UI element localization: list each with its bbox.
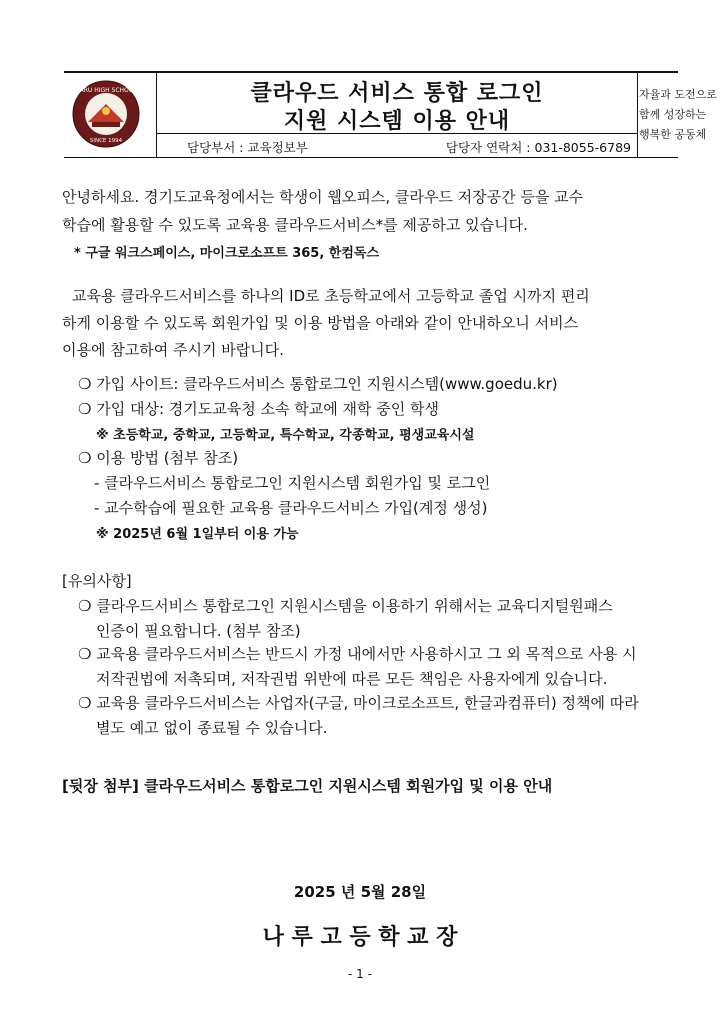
note-2b: 저작권법에 저촉되며, 저작권법 위반에 따른 모든 책임은 사용자에게 있습니다.	[96, 670, 608, 688]
note-1a: ❍ 클라우드서비스 통합로그인 지원시스템을 이용하기 위해서는 교육디지털원패스	[78, 597, 613, 615]
para2-line-1: 교육용 클라우드서비스를 하나의 ID로 초등학교에서 고등학교 졸업 시까지 편리	[72, 287, 590, 305]
note-1b: 인증이 필요합니다. (첨부 참조)	[96, 622, 301, 640]
school-logo	[72, 78, 140, 150]
logo-since: SINCE 1994	[89, 138, 123, 144]
notes-heading: [유의사항]	[62, 572, 132, 590]
title-line-2: 지원 시스템 이용 안내	[283, 109, 511, 134]
item-method-2: - 교수학습에 필요한 교육용 클라우드서비스 가입(계정 생성)	[94, 499, 488, 517]
item-method-note: ※ 2025년 6월 1일부터 이용 가능	[96, 527, 299, 542]
slogan-line: 자율과 도전으로	[639, 88, 717, 101]
note-3a: ❍ 교육용 클라우드서비스는 사업자(구글, 마이크로소프트, 한글과컴퓨터) 정책에 따라	[78, 694, 639, 712]
intro-line-1: 안녕하세요. 경기도교육청에서는 학생이 웹오피스, 클라우드 저장공간 등을 교수	[62, 188, 584, 206]
school-slogan	[639, 85, 717, 145]
page-number: - 1 -	[348, 967, 372, 981]
item-method: ❍ 이용 방법 (첨부 참조)	[78, 449, 239, 467]
slogan-line: 함께 성장하는	[639, 108, 707, 121]
note-3b: 별도 예고 없이 종료될 수 있습니다.	[96, 719, 328, 737]
department: 담당부서 : 교육정보부	[187, 140, 308, 155]
para2-line-3: 이용에 참고하여 주시기 바랍니다.	[62, 341, 284, 359]
intro-footnote: * 구글 워크스페이스, 마이크로소프트 365, 한컴독스	[74, 246, 380, 261]
attachment-note: [뒷장 첨부] 클라우드서비스 통합로그인 지원시스템 회원가입 및 이용 안내	[62, 777, 553, 795]
item-site: ❍ 가입 사이트: 클라우드서비스 통합로그인 지원시스템(www.goedu.kr)	[78, 375, 558, 393]
slogan-line: 행복한 공동체	[639, 128, 707, 141]
item-method-1: - 클라우드서비스 통합로그인 지원시스템 회원가입 및 로그인	[94, 474, 491, 492]
intro-line-2: 학습에 활용할 수 있도록 교육용 클라우드서비스*를 제공하고 있습니다.	[62, 216, 528, 234]
logo-text: NARU HIGH SCHOOL	[75, 87, 137, 94]
note-2a: ❍ 교육용 클라우드서비스는 반드시 가정 내에서만 사용하시고 그 외 목적으로 사용 시	[78, 645, 637, 663]
title-box	[156, 73, 638, 157]
contact: 담당자 연락처 : 031-8055-6789	[445, 140, 631, 155]
meta-row	[157, 133, 637, 158]
document-header	[64, 71, 717, 158]
signature: 나 루 고 등 학 교 장	[262, 925, 458, 950]
document-date: 2025 년 5월 28일	[293, 883, 427, 901]
para2-line-2: 하게 이용할 수 있도록 회원가입 및 이용 방법을 아래와 같이 안내하오니 서비스	[62, 314, 579, 332]
item-target-note: ※ 초등학교, 중학교, 고등학교, 특수학교, 각종학교, 평생교육시설	[96, 428, 475, 443]
title-line-1: 클라우드 서비스 통합 로그인	[250, 81, 544, 106]
item-target: ❍ 가입 대상: 경기도교육청 소속 학교에 재학 중인 학생	[78, 400, 439, 418]
